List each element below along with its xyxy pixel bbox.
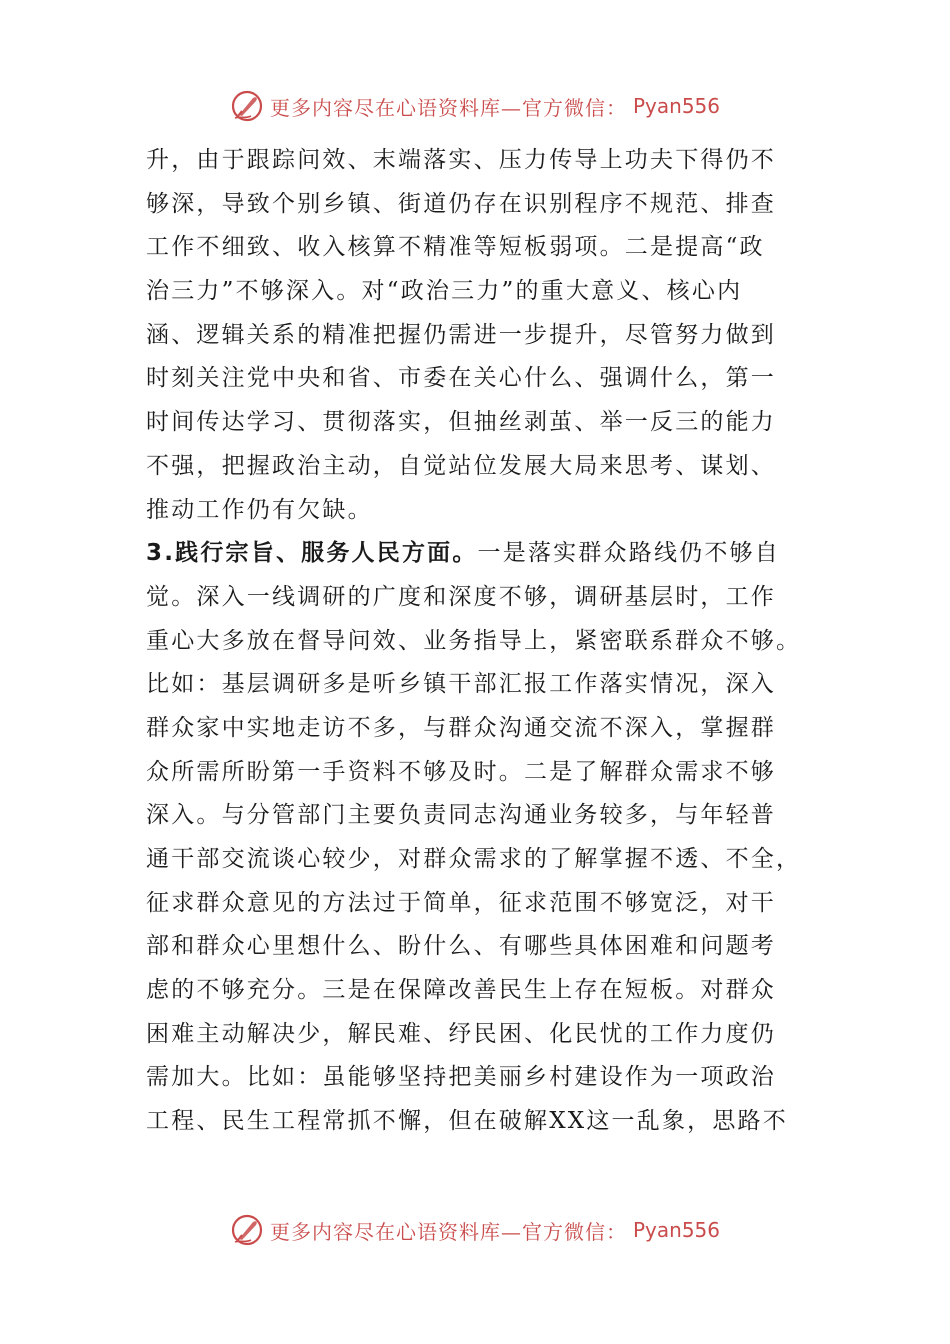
watermark-row: [230, 89, 720, 123]
quill-logo-icon: [230, 1213, 264, 1247]
body-line: 涵、逻辑关系的精准把握仍需进一步提升，尽管努力做到: [146, 321, 776, 348]
body-line: 升，由于跟踪问效、末端落实、压力传导上功夫下得仍不: [146, 147, 776, 173]
body-line: 困难主动解决少，解民难、纾民困、化民忧的工作力度仍: [146, 1020, 776, 1047]
body-line: 不强，把握政治主动，自觉站位发展大局来思考、谋划、: [146, 452, 776, 479]
watermark-wechat-id: Pyan556: [632, 94, 720, 118]
body-line: 虑的不够充分。三是在保障改善民生上存在短板。对群众: [146, 977, 776, 1004]
body-line: 工作不细致、收入核算不精准等短板弱项。二是提高“政: [146, 234, 765, 261]
watermark-text: 更多内容尽在心语资料库—官方微信：: [269, 95, 627, 120]
body-line: 觉。深入一线调研的广度和深度不够，调研基层时，工作: [146, 583, 776, 610]
body-line: 深入。与分管部门主要负责同志沟通业务较多，与年轻普: [146, 802, 776, 829]
quill-logo-icon: [230, 89, 264, 123]
section-3-heading: 3.践行宗旨、服务人民方面。: [146, 540, 478, 567]
section-3-first-line-text: 一是落实群众路线仍不够自: [477, 540, 780, 567]
body-line: 工程、民生工程常抓不懈，但在破解XX这一乱象，思路不: [146, 1108, 788, 1135]
section-3-first-line: [146, 532, 810, 576]
body-line: 群众家中实地走访不多，与群众沟通交流不深入，掌握群: [146, 714, 776, 741]
footer-watermark: [0, 1210, 950, 1250]
body-line: 众所需所盼第一手资料不够及时。二是了解群众需求不够: [146, 758, 776, 785]
body-line: 时间传达学习、贯彻落实，但抽丝剥茧、举一反三的能力: [146, 409, 776, 436]
document-body: [146, 139, 810, 1144]
body-line: 比如：基层调研多是听乡镇干部汇报工作落实情况，深入: [146, 671, 776, 698]
body-line: 重心大多放在督导问效、业务指导上，紧密联系群众不够。: [146, 627, 802, 654]
watermark-text: 更多内容尽在心语资料库—官方微信：: [269, 1219, 627, 1244]
body-line: 治三力”不够深入。对“政治三力”的重大意义、核心内: [146, 278, 743, 305]
body-line: 部和群众心里想什么、盼什么、有哪些具体困难和问题考: [146, 933, 776, 960]
body-line: 征求群众意见的方法过于简单，征求范围不够宽泛，对干: [146, 889, 776, 916]
body-line: 推动工作仍有欠缺。: [146, 496, 373, 523]
body-line: 够深，导致个别乡镇、街道仍存在识别程序不规范、排查: [146, 190, 776, 217]
body-line: 时刻关注党中央和省、市委在关心什么、强调什么，第一: [146, 365, 776, 392]
body-line: 需加大。比如：虽能够坚持把美丽乡村建设作为一项政治: [146, 1064, 776, 1091]
watermark-wechat-id: Pyan556: [632, 1218, 720, 1242]
header-watermark: [0, 86, 950, 126]
body-line: 通干部交流谈心较少，对群众需求的了解掌握不透、不全，: [146, 846, 802, 872]
watermark-row: [230, 1213, 720, 1247]
